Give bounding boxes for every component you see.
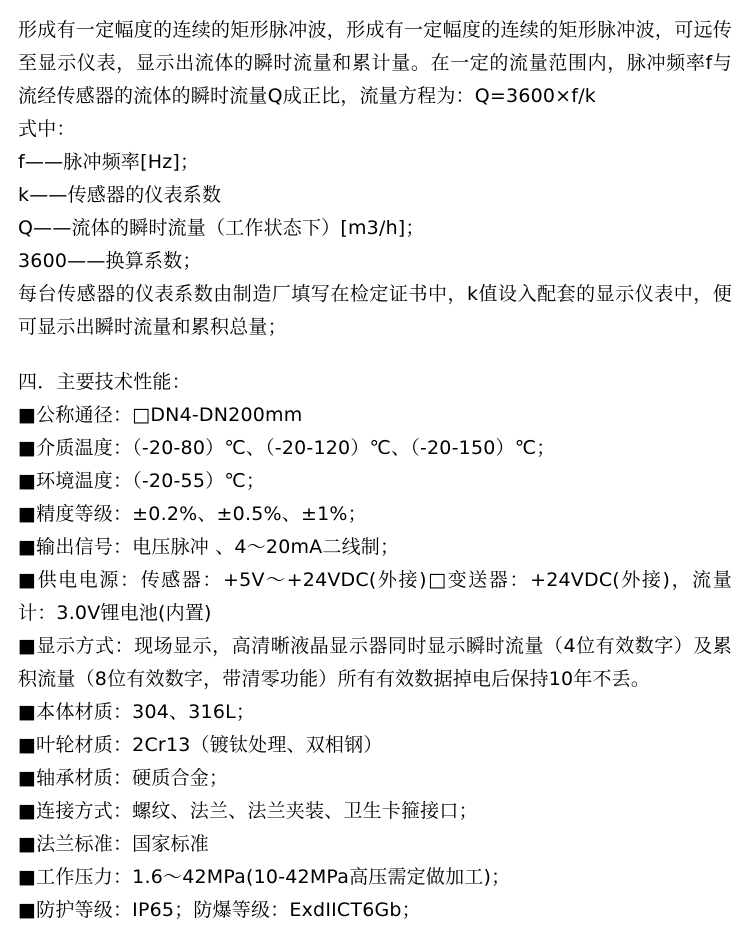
spec-row-medium-temperature xyxy=(18,432,732,465)
spec-value: 螺纹、法兰、法兰夹装、卫生卡箍接口； xyxy=(132,800,478,822)
bullet-icon: ■ xyxy=(18,536,37,558)
spec-label: 供电电源： xyxy=(37,569,141,591)
definition-k: k——传感器的仪表系数 xyxy=(18,184,222,206)
bullet-icon: ■ xyxy=(18,734,37,756)
spec-value: 传感器：+5V～+24VDC(外接)□变送器：+24VDC(外接)，流量计：3.0V锂电池(内置) xyxy=(18,569,732,624)
spec-label: 连接方式： xyxy=(36,800,133,822)
spec-value: 硬质合金； xyxy=(132,767,229,789)
spec-label: 本体材质： xyxy=(36,701,133,723)
spec-row-body-material xyxy=(18,696,732,729)
spec-row-connection-type xyxy=(18,795,732,828)
bullet-icon: ■ xyxy=(18,833,37,855)
spec-label: 工作压力： xyxy=(36,866,133,888)
spec-row-display-mode xyxy=(18,630,732,696)
spec-value: 国家标准 xyxy=(132,833,209,855)
spec-value: 现场显示，高清晰液晶显示器同时显示瞬时流量（4位有效数字）及累积流量（8位有效数字，带清零功能）所有有效数据掉电后保持10年不丢。 xyxy=(18,635,732,690)
spec-label: 叶轮材质： xyxy=(36,734,133,756)
bullet-icon: ■ xyxy=(18,470,37,492)
spec-label: 防护等级： xyxy=(36,899,133,921)
spec-row-working-pressure xyxy=(18,861,732,894)
spec-row-impeller-material xyxy=(18,729,732,762)
spec-value: 304、316L； xyxy=(132,701,256,723)
formula-header: 式中： xyxy=(18,118,76,140)
definition-q: Q——流体的瞬时流量（工作状态下）[m3/h]； xyxy=(18,217,425,239)
spec-value: 电压脉冲 、4～20mA二线制； xyxy=(132,536,400,558)
spec-label: 环境温度： xyxy=(36,470,133,492)
spec-value: （-20-55）℃； xyxy=(132,470,266,492)
intro-paragraph: 形成有一定幅度的连续的矩形脉冲波，形成有一定幅度的连续的矩形脉冲波，可远传至显示仪表，显示出流体的瞬时流量和累计量。在一定的流量范围内，脉冲频率f与流经传感器的流体的瞬时流量Q成正比，流量方程为：Q=3600×f/k xyxy=(18,19,732,107)
definition-f: f——脉冲频率[Hz]； xyxy=(18,151,200,173)
spec-row-output-signal xyxy=(18,531,732,564)
spec-label: 输出信号： xyxy=(36,536,133,558)
spec-label: 法兰标准： xyxy=(36,833,133,855)
bullet-icon: ■ xyxy=(18,899,37,921)
definition-3600: 3600——换算系数； xyxy=(18,250,202,272)
spec-row-nominal-diameter xyxy=(18,399,732,432)
spec-value: （-20-80）℃、（-20-120）℃、（-20-150）℃； xyxy=(132,437,556,459)
spec-label: 精度等级： xyxy=(36,503,133,525)
spec-row-power-supply xyxy=(18,564,732,630)
spec-label: 显示方式： xyxy=(36,635,135,657)
section-spacer xyxy=(18,344,732,366)
note-paragraph: 每台传感器的仪表系数由制造厂填写在检定证书中，k值设入配套的显示仪表中，便可显示出瞬时流量和累积总量； xyxy=(18,283,732,338)
bullet-icon: ■ xyxy=(18,701,37,723)
spec-value: □DN4-DN200mm xyxy=(132,404,303,426)
spec-value: IP65；防爆等级：ExdIICT6Gb； xyxy=(132,899,421,921)
spec-row-accuracy-class xyxy=(18,498,732,531)
spec-row-protection-class xyxy=(18,894,732,927)
spec-value: 2Cr13（镀钛处理、双相钢） xyxy=(132,734,383,756)
bullet-icon: ■ xyxy=(18,800,37,822)
bullet-icon: ■ xyxy=(18,635,37,657)
section-heading: 四．主要技术性能： xyxy=(18,371,191,393)
spec-row-bearing-material xyxy=(18,762,732,795)
bullet-icon: ■ xyxy=(18,569,38,591)
spec-row-flange-standard xyxy=(18,828,732,861)
bullet-icon: ■ xyxy=(18,404,37,426)
spec-row-ambient-temperature xyxy=(18,465,732,498)
bullet-icon: ■ xyxy=(18,437,37,459)
spec-value: ±0.2%、±0.5%、±1%； xyxy=(132,503,367,525)
bullet-icon: ■ xyxy=(18,503,37,525)
bullet-icon: ■ xyxy=(18,866,37,888)
spec-value: 1.6～42MPa(10-42MPa高压需定做加工)； xyxy=(132,866,511,888)
spec-label: 轴承材质： xyxy=(36,767,133,789)
spec-label: 介质温度： xyxy=(36,437,133,459)
bullet-icon: ■ xyxy=(18,767,37,789)
spec-label: 公称通径： xyxy=(36,404,133,426)
